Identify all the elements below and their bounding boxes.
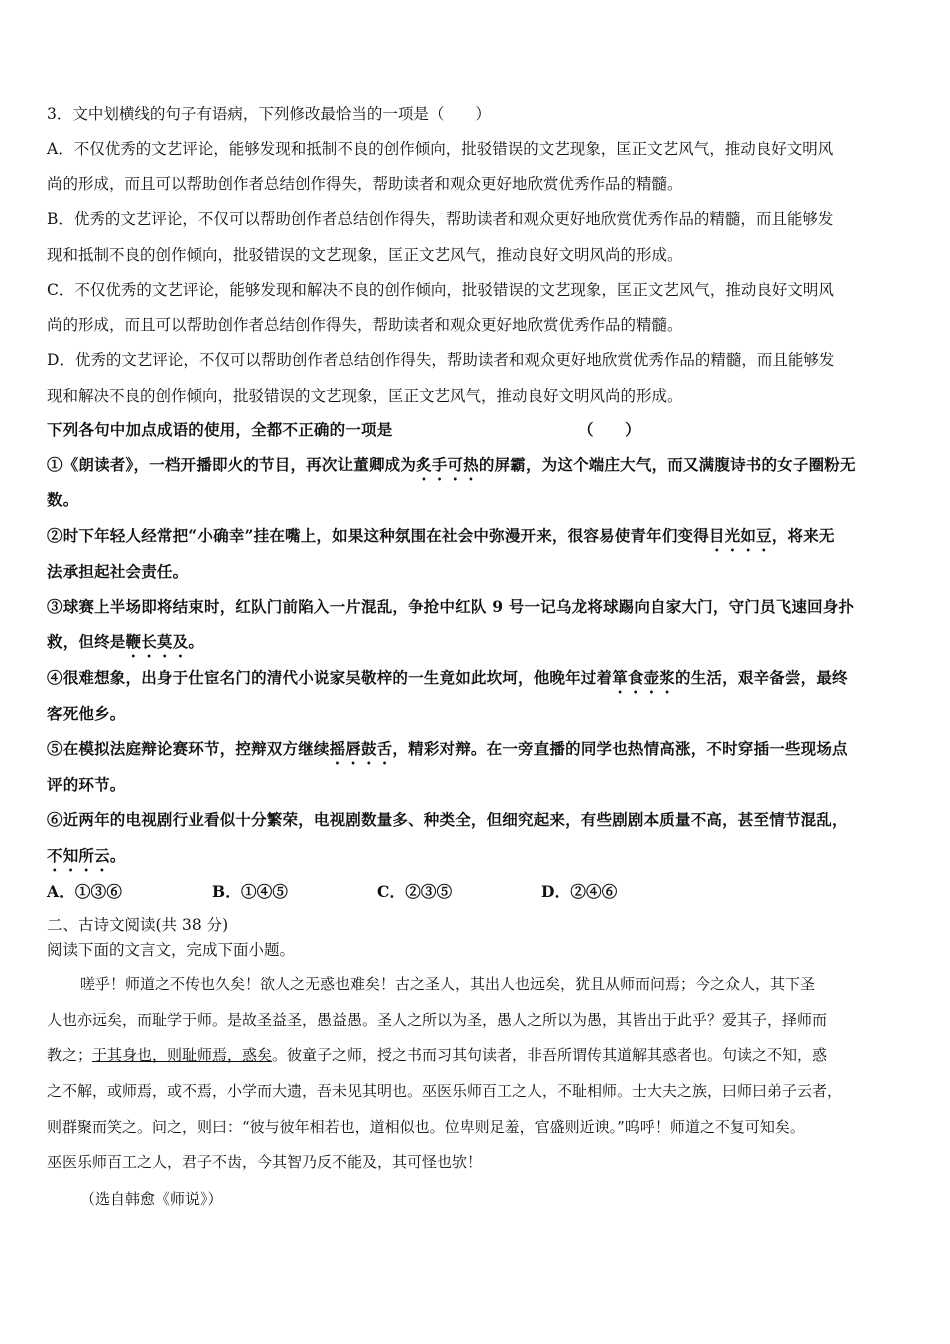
q4-option-a: A．①③⑥ [47, 882, 123, 901]
q4-s2-text-b: ，将来无 [771, 526, 835, 545]
passage-line-6: 巫医乐师百工之人，君子不齿，今其智乃反不能及，其可怪也欤！ [47, 1153, 483, 1171]
q3-option-b-line1: B．优秀的文艺评论，不仅可以帮助创作者总结创作得失，帮助读者和观众更好地欣赏优秀作品的精髓，而且能够发 [47, 210, 834, 228]
q4-sentence-6-line2 [47, 846, 126, 875]
q4-sentence-1-line2: 数。 [47, 490, 79, 509]
q3-option-b-line2: 现和抵制不良的创作倾向，批驳错误的文艺现象，匡正文艺风气，推动良好文明风尚的形成。 [47, 246, 683, 264]
q4-sentence-6-line1: ⑥近两年的电视剧行业看似十分繁荣，电视剧数量多、种类全，但细究起来，有些剧剧本质量不高，甚至情节混乱， [47, 810, 848, 829]
passage-line-4: 之不解，或师焉，或不焉，小学而大遗，吾未见其明也。巫医乐师百工之人，不耻相师。士大夫之族，曰师曰弟子云者， [47, 1082, 843, 1100]
passage-line-1: 嗟乎！师道之不传也久矣！欲人之无惑也难矣！古之圣人，其出人也远矣，犹且从师而问焉；今之众人，其下圣 [80, 975, 816, 993]
q4-sentence-2-line2: 法承担起社会责任。 [47, 562, 189, 581]
q4-s3-text-c: 。 [188, 632, 205, 651]
q4-s1-text-a: ①《朗读者》，一档开播即火的节目，再次让董卿成为 [47, 455, 417, 474]
passage-underlined-sentence: 于其身也，则耻师焉，惑矣 [92, 1046, 273, 1064]
q4-s3-text-b: 救，但终是 [47, 632, 126, 651]
q4-sentence-2-line1 [47, 526, 835, 555]
q4-s2-text-a: ②时下年轻人经常把“小确幸”挂在嘴上，如果这种氛围在社会中弥漫开来，很容易使青年们变得 [47, 526, 709, 545]
q3-option-c-line2: 尚的形成，而且可以帮助创作者总结创作得失，帮助读者和观众更好地欣赏优秀作品的精髓。 [47, 316, 683, 334]
section-2-instruction: 阅读下面的文言文，完成下面小题。 [47, 941, 296, 959]
q4-sentence-3-line1: ③球赛上半场即将结束时，红队门前陷入一片混乱，争抢中红队 9 号一记乌龙将球踢向自家大门，守门员飞速回身扑 [47, 597, 855, 616]
q4-s1-text-b: 的屏霸，为这个端庄大气，而又满腹诗书的女子圈粉无 [478, 455, 856, 474]
q3-option-d-line1: D．优秀的文艺评论，不仅可以帮助创作者总结创作得失，帮助读者和观众更好地欣赏优秀作品的精髓，而且能够发 [47, 351, 835, 369]
q4-s4-text-b: 的生活，艰辛备尝，最终 [675, 668, 848, 687]
q4-s6-idiom: 不知所云 [47, 846, 110, 865]
q4-stem [47, 420, 392, 440]
passage-l3-text-a: 教之； [47, 1046, 93, 1064]
q4-s2-idiom: 目光如豆 [708, 526, 772, 545]
passage-line-5: 则群聚而笑之。问之，则曰：“彼与彼年相若也，道相似也。位卑则足羞，官盛则近谀。”呜呼！师道之不复可知矣。 [47, 1118, 805, 1136]
q3-option-d-line2: 现和解决不良的创作倾向，批驳错误的文艺现象，匡正文艺风气，推动良好文明风尚的形成。 [47, 387, 683, 405]
q4-s4-idiom: 箪食壶浆 [612, 668, 676, 687]
q3-option-c-line1: C．不仅优秀的文艺评论，能够发现和解决不良的创作倾向，批驳错误的文艺现象，匡正文艺风气，推动良好文明风 [47, 281, 834, 299]
q4-answer-paren: （ ） [578, 420, 641, 439]
q4-sentence-3-line2 [47, 632, 204, 661]
q4-option-d: D．②④⑥ [541, 882, 618, 901]
q4-sentence-1-line1 [47, 455, 856, 484]
q4-s5-idiom: 摇唇鼓舌 [329, 739, 393, 758]
passage-line-3 [47, 1045, 827, 1065]
q4-s5-text-b: ，精彩对辩。在一旁直播的同学也热情高涨，不时穿插一些现场点 [392, 739, 848, 758]
q4-option-b: B．①④⑤ [212, 882, 289, 901]
q4-sentence-5-line1 [47, 739, 848, 768]
q4-s1-idiom: 炙手可热 [416, 455, 479, 474]
q3-option-a-line1: A．不仅优秀的文艺评论，能够发现和抵制不良的创作倾向，批驳错误的文艺现象，匡正文艺风气，推动良好文明风 [47, 140, 834, 158]
passage-source: （选自韩愈《师说》） [80, 1190, 223, 1208]
q4-stem-text: 下列各句中加点成语的使用，全都不正确的一项是 [47, 420, 393, 439]
passage-line-2: 人也亦远矣，而耻学于师。是故圣益圣，愚益愚。圣人之所以为圣，愚人之所以为愚，其皆出于此乎？爱其子，择师而 [47, 1011, 828, 1029]
q3-option-a-line2: 尚的形成，而且可以帮助创作者总结创作得失，帮助读者和观众更好地欣赏优秀作品的精髓。 [47, 175, 683, 193]
q4-s3-idiom: 鞭长莫及 [125, 632, 189, 651]
q4-sentence-4-line1 [47, 668, 848, 697]
section-2-title: 二、古诗文阅读(共 38 分) [47, 916, 229, 934]
q4-option-c: C．②③⑤ [377, 882, 453, 901]
q4-s6-text-c: 。 [109, 846, 126, 865]
q3-stem: 3．文中划横线的句子有语病，下列修改最恰当的一项是（ ） [47, 105, 491, 123]
q4-sentence-4-line2: 客死他乡。 [47, 704, 126, 723]
q4-sentence-5-line2: 评的环节。 [47, 775, 126, 794]
q4-s4-text-a: ④很难想象，出身于仕宦名门的清代小说家吴敬梓的一生竟如此坎坷，他晚年过着 [47, 668, 613, 687]
q4-s5-text-a: ⑤在模拟法庭辩论赛环节，控辩双方继续 [47, 739, 330, 758]
passage-l3-text-b: 。彼童子之师，授之书而习其句读者，非吾所谓传其道解其惑者也。句读之不知，惑 [272, 1046, 828, 1064]
